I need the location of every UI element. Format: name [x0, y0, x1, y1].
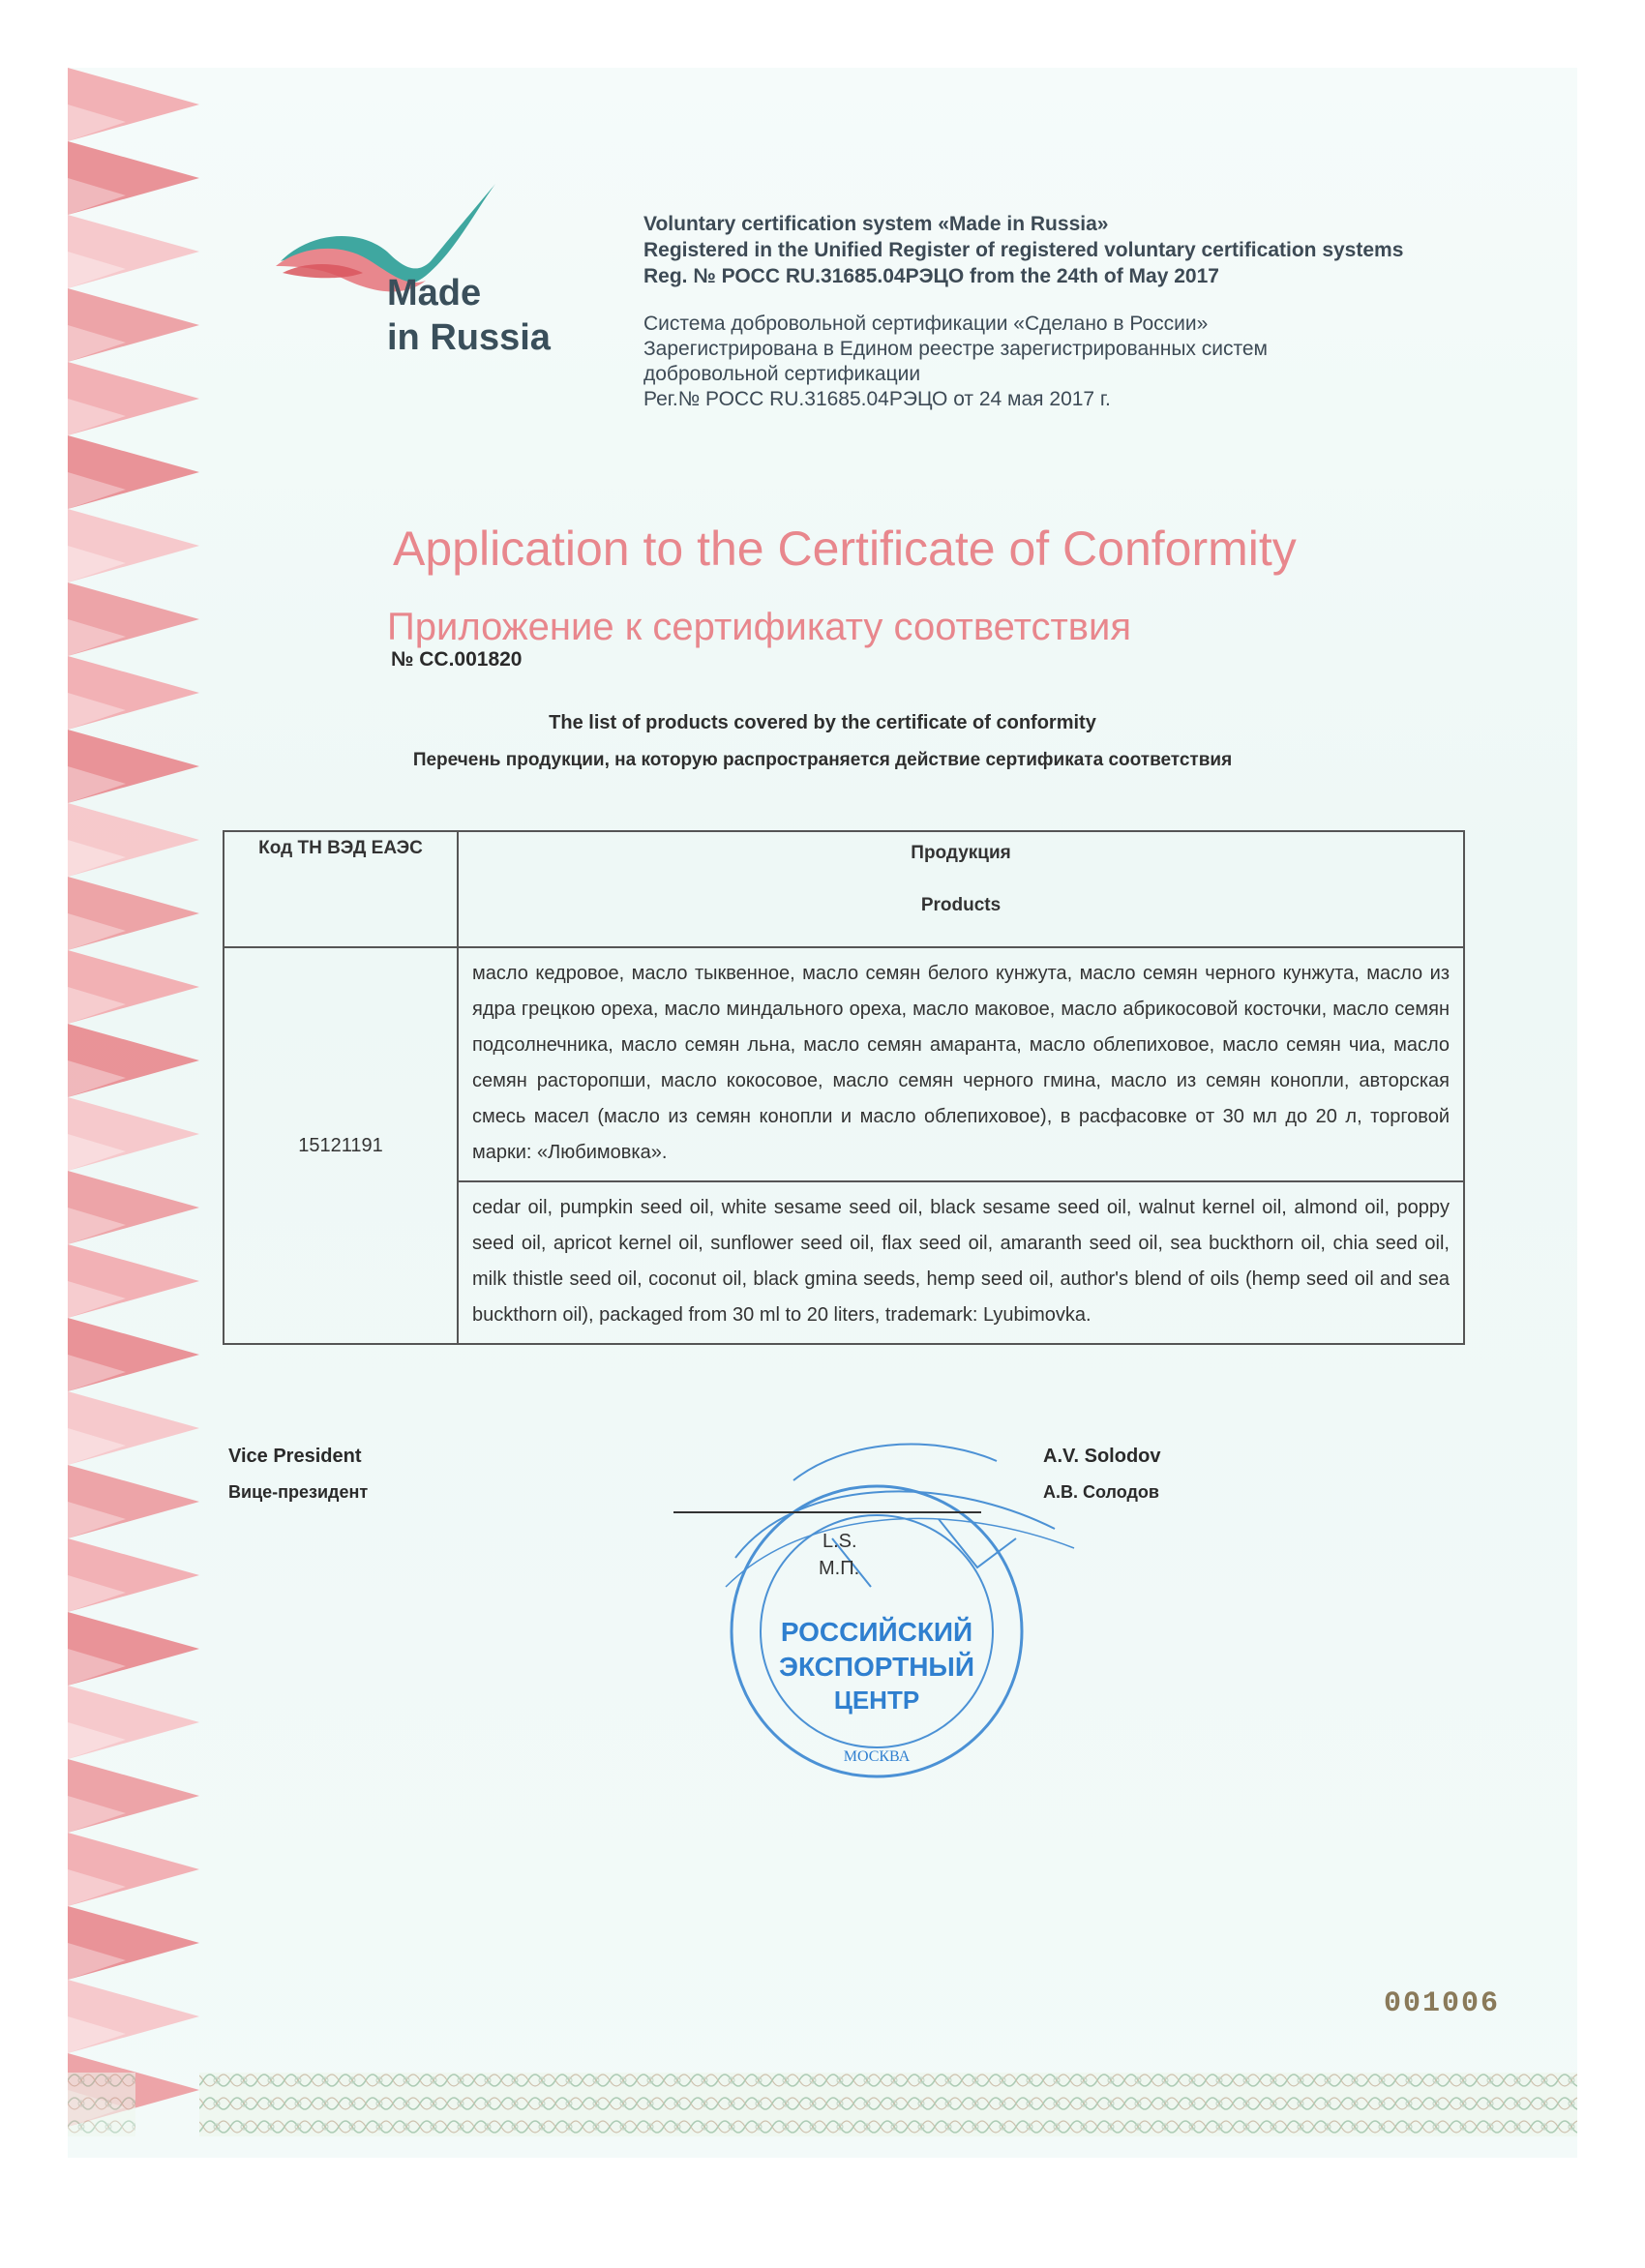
- column-header-products: [458, 831, 1464, 947]
- seal-mark-mp: М.П.: [819, 1558, 860, 1579]
- signature-line: [673, 1511, 981, 1513]
- stamp-text-line-3: ЦЕНТР: [833, 1686, 920, 1715]
- logo-text: [387, 271, 551, 360]
- table-row: [224, 947, 1464, 1181]
- signatory-position-english: Vice President: [228, 1446, 362, 1467]
- certificate-number: № СС.001820: [391, 648, 523, 671]
- decorative-border-left: [68, 68, 199, 2158]
- seal-mark-ls: L.S.: [822, 1531, 857, 1552]
- stamp-city: МОСКВА: [843, 1748, 911, 1765]
- header-ru-line-3: добровольной сертификации: [643, 363, 921, 385]
- header-en-line-1: Voluntary certification system «Made in Russia»: [643, 213, 1109, 235]
- product-description-russian: масло кедровое, масло тыквенное, масло семян белого кунжута, масло семян черного кунжута, масло из ядра грецкою ореха, масло миндального ореха, масло маковое, масло абрикосовой косточки, масло семян подсолнечника, масло семян льна, масло семян амаранта, масло облепиховое, масло семян чиа, масло семян расторопши, масло кокосовое, масло семян черного гмина, масло из семян конопли, авторская смесь масел (масло из семян конопли и масло облепиховое), в расфасовке от 30 мл до 20 л, торговой марки: «Любимовка».: [458, 947, 1464, 1181]
- document-title-english: Application to the Certificate of Conformity: [393, 522, 1297, 576]
- serial-number: 001006: [1384, 1987, 1501, 2020]
- header-russian: [643, 312, 1572, 412]
- logo-line-1: Made: [387, 273, 482, 313]
- document-title-russian: Приложение к сертификату соответствия: [387, 606, 1132, 648]
- column-header-code: Код ТН ВЭД ЕАЭС: [224, 831, 458, 947]
- signatory-position-russian: Вице-президент: [228, 1482, 369, 1502]
- logo-line-2: in Russia: [387, 317, 551, 358]
- product-description-english: cedar oil, pumpkin seed oil, white sesame seed oil, black sesame seed oil, walnut kernel oil, almond oil, poppy seed oil, apricot kernel oil, sunflower seed oil, flax seed oil, amaranth seed oil, sea buckthorn oil, chia seed oil, milk thistle seed oil, coconut oil, black gmina seeds, hemp seed oil, author's blend of oils (hemp seed oil and sea buckthorn oil), packaged from 30 ml to 20 liters, trademark: Lyubimovka.: [458, 1181, 1464, 1344]
- header-ru-line-1: Система добровольной сертификации «Сделано в России»: [643, 313, 1209, 335]
- header-english: [643, 211, 1572, 289]
- header-ru-line-2: Зарегистрирована в Едином реестре зарегистрированных систем: [643, 338, 1268, 360]
- stamp-text-line-1: РОССИЙСКИЙ: [780, 1617, 973, 1647]
- stamp-text-line-2: ЭКСПОРТНЫЙ: [779, 1652, 974, 1682]
- list-title-english: The list of products covered by the certificate of conformity: [549, 712, 1096, 733]
- certificate-sheet: [68, 68, 1577, 2158]
- header-en-line-3: Reg. № РОСС RU.31685.04РЭЦО from the 24th of May 2017: [643, 265, 1219, 287]
- column-header-products-ru: Продукция: [911, 843, 1011, 863]
- table-header-row: [224, 831, 1464, 947]
- list-title-russian: Перечень продукции, на которую распространяется действие сертификата соответствия: [412, 750, 1233, 770]
- hs-code-cell: 15121191: [224, 947, 458, 1344]
- decorative-bottom-band: [68, 2069, 1577, 2140]
- official-stamp-icon: [648, 1422, 1113, 1809]
- products-table: [223, 830, 1465, 1345]
- signatory-name-russian: А.В. Солодов: [1043, 1482, 1159, 1502]
- header-en-line-2: Registered in the Unified Register of registered voluntary certification systems: [643, 239, 1404, 261]
- header-ru-line-4: Рег.№ РОСС RU.31685.04РЭЦО от 24 мая 2017 г.: [643, 388, 1111, 410]
- column-header-products-en: Products: [920, 895, 1002, 915]
- signatory-name-english: A.V. Solodov: [1043, 1446, 1161, 1467]
